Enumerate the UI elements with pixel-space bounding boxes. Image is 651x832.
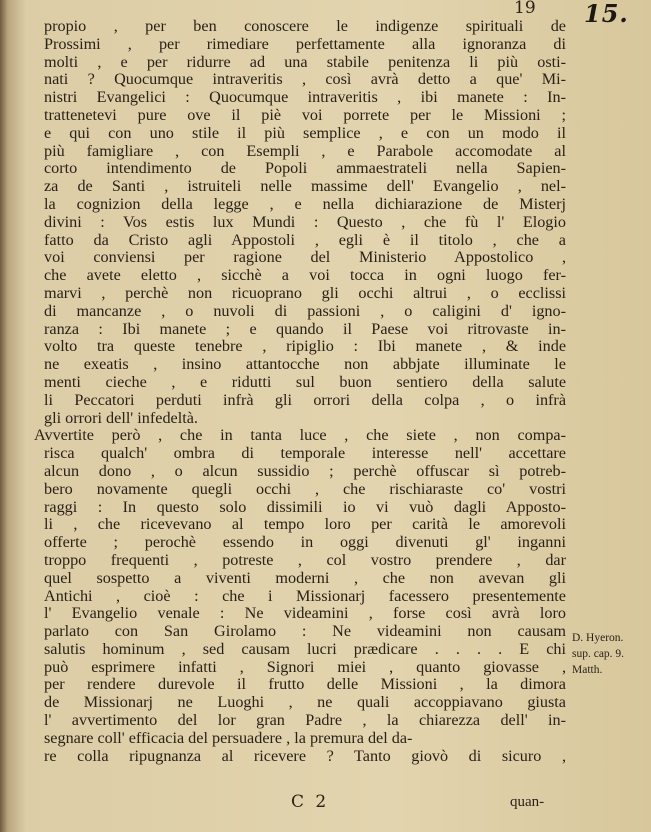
signature-mark: C 2 — [291, 792, 330, 812]
text-line: quel sospetto a viventi moderni , che non avevan gli — [44, 569, 566, 587]
text-line: segnare coll' efficacia del persuadere , la premura del da- — [44, 729, 413, 747]
text-line: raggi : In questo solo dissimili io vi vuò dagli Apposto- — [44, 498, 566, 516]
text-line: gli orrori dell' infedeltà. — [44, 409, 198, 427]
text-line: alcun dono , o alcun sussidio ; perchè offuscar sì potreb- — [44, 462, 566, 480]
text-line: Prossimi , per rimediare perfettamente alla ignoranza di — [44, 35, 566, 53]
text-line: re colla ripugnanza al ricevere ? Tanto giovò di sicuro , — [44, 747, 566, 765]
text-line: parlato con San Girolamo : Ne videamini non causam — [44, 623, 566, 641]
catchword: quan- — [510, 794, 545, 810]
text-line: più famigliare , con Esempli , e Parabole accomodate al — [44, 142, 566, 160]
text-line: nistri Evangelici : Quocumque intraveritis , ibi manete : In- — [44, 89, 566, 107]
text-line: Antichi , cioè : che i Missionarj facessero presentemente — [44, 587, 566, 605]
text-line: menti cieche , e ridutti sul buon sentiero della salute — [44, 373, 566, 391]
text-line: per rendere durevole il frutto delle Missioni , la dimora — [44, 676, 566, 694]
text-line: salutis hominum , sed causam lucri prædicare . . . . E chi — [44, 640, 566, 658]
text-line: marvi , perchè non ricuoprano gli occhi altrui , o ecclissi — [44, 284, 566, 302]
text-line: divini : Vos estis lux Mundi : Questo , che fù l' Elogio — [44, 213, 566, 231]
text-line: trattenetevi pure ove il piè voi porrete per le Missioni ; — [44, 106, 566, 124]
text-line: nati ? Quocumque intraveritis , così avrà detto a que' Mi- — [44, 71, 566, 89]
text-line: corto intendimento de Popoli ammaestrateli nella Sapien- — [44, 160, 566, 178]
text-line: bero novamente quegli occhi , che rischiaraste co' vostri — [44, 480, 566, 498]
text-line: la cognizion della legge , e nella dichiarazione de Misterj — [44, 195, 566, 213]
text-line: voi conviensi per ragione del Ministerio Appostolico , — [44, 249, 566, 267]
text-line: li , che ricevevano al tempo loro per carità le amorevoli — [44, 516, 566, 534]
text-line: può esprimere infatti , Signori miei , quanto giovasse , — [44, 658, 566, 676]
text-line: fatto da Cristo agli Appostoli , egli è il titolo , che a — [44, 231, 566, 249]
text-line: e qui con uno stile il più semplice , e con un modo il — [44, 124, 566, 142]
page-number: 19 — [514, 0, 536, 18]
text-line: offerte ; perochè essendo in oggi divenuti gl' inganni — [44, 534, 566, 552]
text-line: ne exeatis , insino attantocche non abbjate illuminate le — [44, 356, 566, 374]
text-line: che avete eletto , sicchè a voi tocca in ogni luogo fer- — [44, 267, 566, 285]
text-line: ranza : Ibi manete ; e quando il Paese voi ritrovaste in- — [44, 320, 566, 338]
margin-note — [572, 630, 651, 678]
text-line: propio , per ben conoscere le indigenze spirituali de — [44, 18, 566, 35]
margin-note-line: Matth. — [572, 664, 603, 676]
text-line: Avvertite però , che in tanta luce , che siete , non compa- — [34, 427, 566, 445]
text-line: di mancanze , o nuvoli di passioni , o caligini d' igno- — [44, 302, 566, 320]
body-text — [34, 18, 566, 765]
text-line: za de Santi , istruiteli nelle massime dell' Evangelio , nel- — [44, 178, 566, 196]
text-line: risca qualch' ombra di temporale interesse nell' accettare — [44, 445, 566, 463]
text-line: volto tra queste tenebre , ripiglio : Ibi manete , & inde — [44, 338, 566, 356]
text-line: molti , e per ridurre ad una stabile penitenza li più osti- — [44, 53, 566, 71]
text-line: l' avvertimento del lor gran Padre , la chiarezza dell' in- — [44, 712, 566, 730]
handwritten-folio-number: 15. — [584, 0, 629, 28]
text-line: de Missionarj ne Luoghi , ne quali accoppiavano giusta — [44, 694, 566, 712]
margin-note-line: sup. cap. 9. — [572, 648, 625, 660]
text-line: li Peccatori perduti infrà gli orrori della colpa , o infrà — [44, 391, 566, 409]
margin-note-line: D. Hyeron. — [572, 632, 624, 644]
text-line: l' Evangelio venale : Ne videamini , forse così avrà loro — [44, 605, 566, 623]
text-line: troppo frequenti , potreste , col vostro prendere , dar — [44, 551, 566, 569]
